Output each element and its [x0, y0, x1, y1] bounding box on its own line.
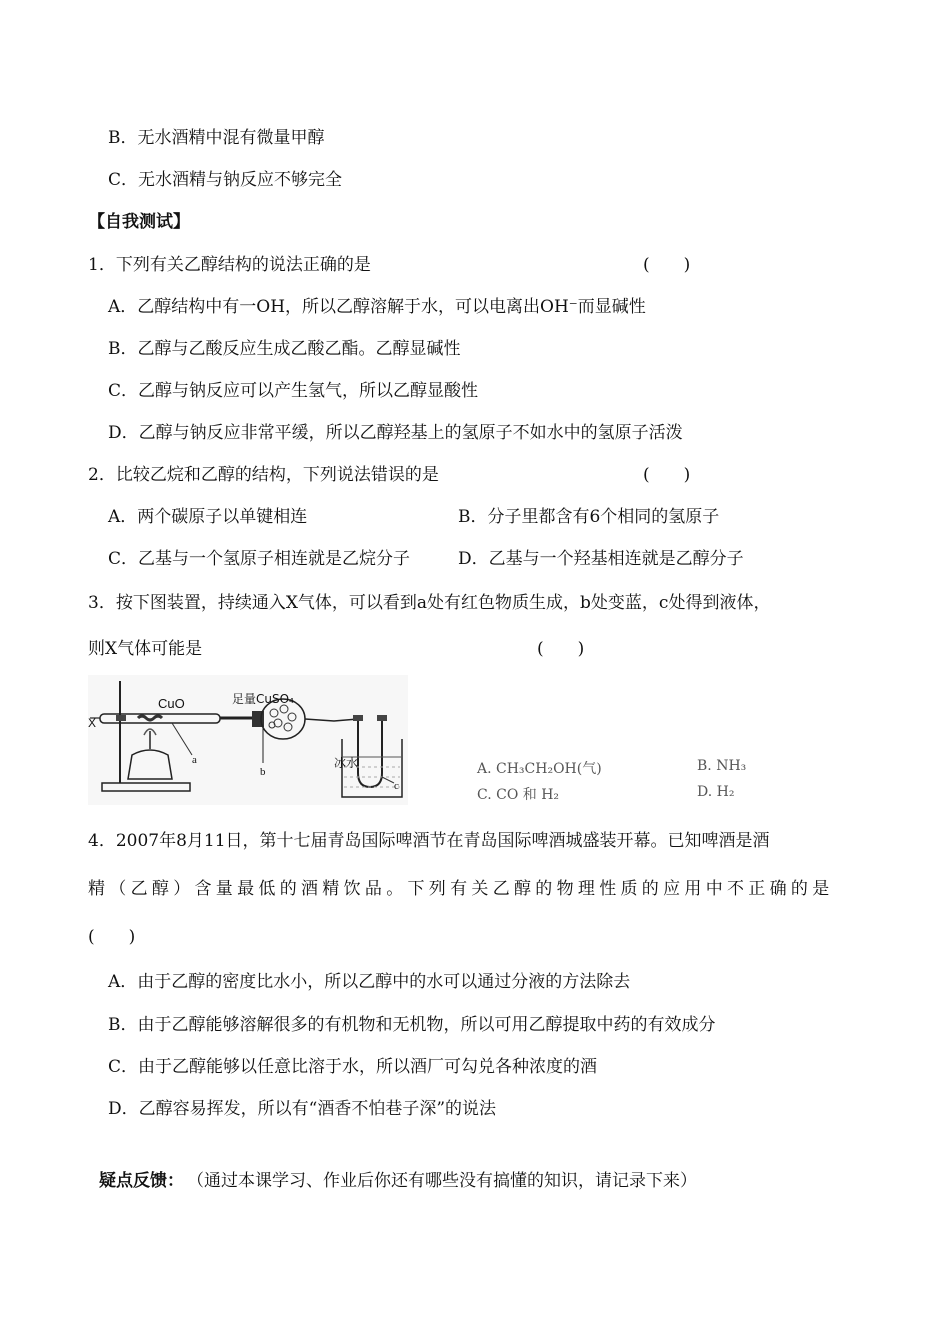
label-a: a [192, 754, 197, 766]
question-3-stem-line1: 3．按下图装置，持续通入X气体，可以看到a处有红色物质生成，b处变蓝，c处得到液体， [88, 593, 771, 613]
label-x: X [88, 716, 97, 730]
question-3-stem-line2: 则X气体可能是 [88, 639, 203, 659]
question-4-answer-bracket: ( ) [88, 927, 136, 947]
question-2-answer-bracket: ( ) [643, 465, 691, 485]
question-2-stem: 2．比较乙烷和乙醇的结构，下列说法错误的是 [88, 465, 439, 485]
label-cuso4: 足量CuSO₄ [232, 692, 294, 706]
question-2-option-c: C．乙基与一个氢原子相连就是乙烷分子 [108, 549, 411, 569]
question-1-option-c: C．乙醇与钠反应可以产生氢气，所以乙醇显酸性 [108, 381, 479, 401]
section-title: 【自我测试】 [88, 212, 190, 232]
label-b: b [260, 766, 266, 778]
question-4-stem-line2: 精（乙醇）含量最低的酒精饮品。下列有关乙醇的物理性质的应用中不正确的是 [88, 879, 834, 899]
question-3-option-d: D. H₂ [697, 784, 735, 800]
question-2-option-b: B．分子里都含有6个相同的氢原子 [458, 507, 720, 527]
question-1-option-a: A．乙醇结构中有一OH，所以乙醇溶解于水，可以电离出OH⁻而显碱性 [108, 297, 646, 317]
question-3-option-c: C. CO 和 H₂ [477, 787, 560, 803]
question-1-option-d: D．乙醇与钠反应非常平缓，所以乙醇羟基上的氢原子不如水中的氢原子活泼 [108, 423, 683, 443]
question-4-option-b: B．由于乙醇能够溶解很多的有机物和无机物，所以可用乙醇提取中药的有效成分 [108, 1015, 716, 1035]
question-4-option-c: C．由于乙醇能够以任意比溶于水，所以酒厂可勾兑各种浓度的酒 [108, 1057, 598, 1077]
label-c: c [394, 780, 399, 792]
question-1-option-b: B．乙醇与乙酸反应生成乙酸乙酯。乙醇显碱性 [108, 339, 461, 359]
question-3-option-a: A. CH₃CH₂OH(气) [477, 761, 602, 777]
question-2-option-a: A．两个碳原子以单键相连 [108, 507, 308, 527]
label-ice-water: 冰水 [334, 756, 359, 770]
question-3-answer-bracket: ( ) [537, 639, 585, 659]
question-1-stem: 1．下列有关乙醇结构的说法正确的是 [88, 255, 371, 275]
label-cuo: CuO [158, 696, 185, 711]
question-1-answer-bracket: ( ) [643, 255, 691, 275]
apparatus-svg [88, 675, 408, 805]
option-c: C．无水酒精与钠反应不够完全 [108, 170, 343, 190]
question-3-option-b: B. NH₃ [697, 758, 747, 774]
feedback-label: 疑点反馈： [99, 1171, 184, 1191]
question-4-option-a: A．由于乙醇的密度比水小，所以乙醇中的水可以通过分液的方法除去 [108, 972, 631, 992]
option-b: B．无水酒精中混有微量甲醇 [108, 128, 325, 148]
question-4-option-d: D．乙醇容易挥发，所以有“酒香不怕巷子深”的说法 [108, 1099, 497, 1119]
apparatus-diagram [88, 675, 408, 805]
question-2-option-d: D．乙基与一个羟基相连就是乙醇分子 [458, 549, 744, 569]
question-4-stem-line1: 4．2007年8月11日，第十七届青岛国际啤酒节在青岛国际啤酒城盛装开幕。已知啤酒是酒 [88, 831, 770, 851]
feedback-note: （通过本课学习、作业后你还有哪些没有搞懂的知识，请记录下来） [187, 1171, 697, 1191]
